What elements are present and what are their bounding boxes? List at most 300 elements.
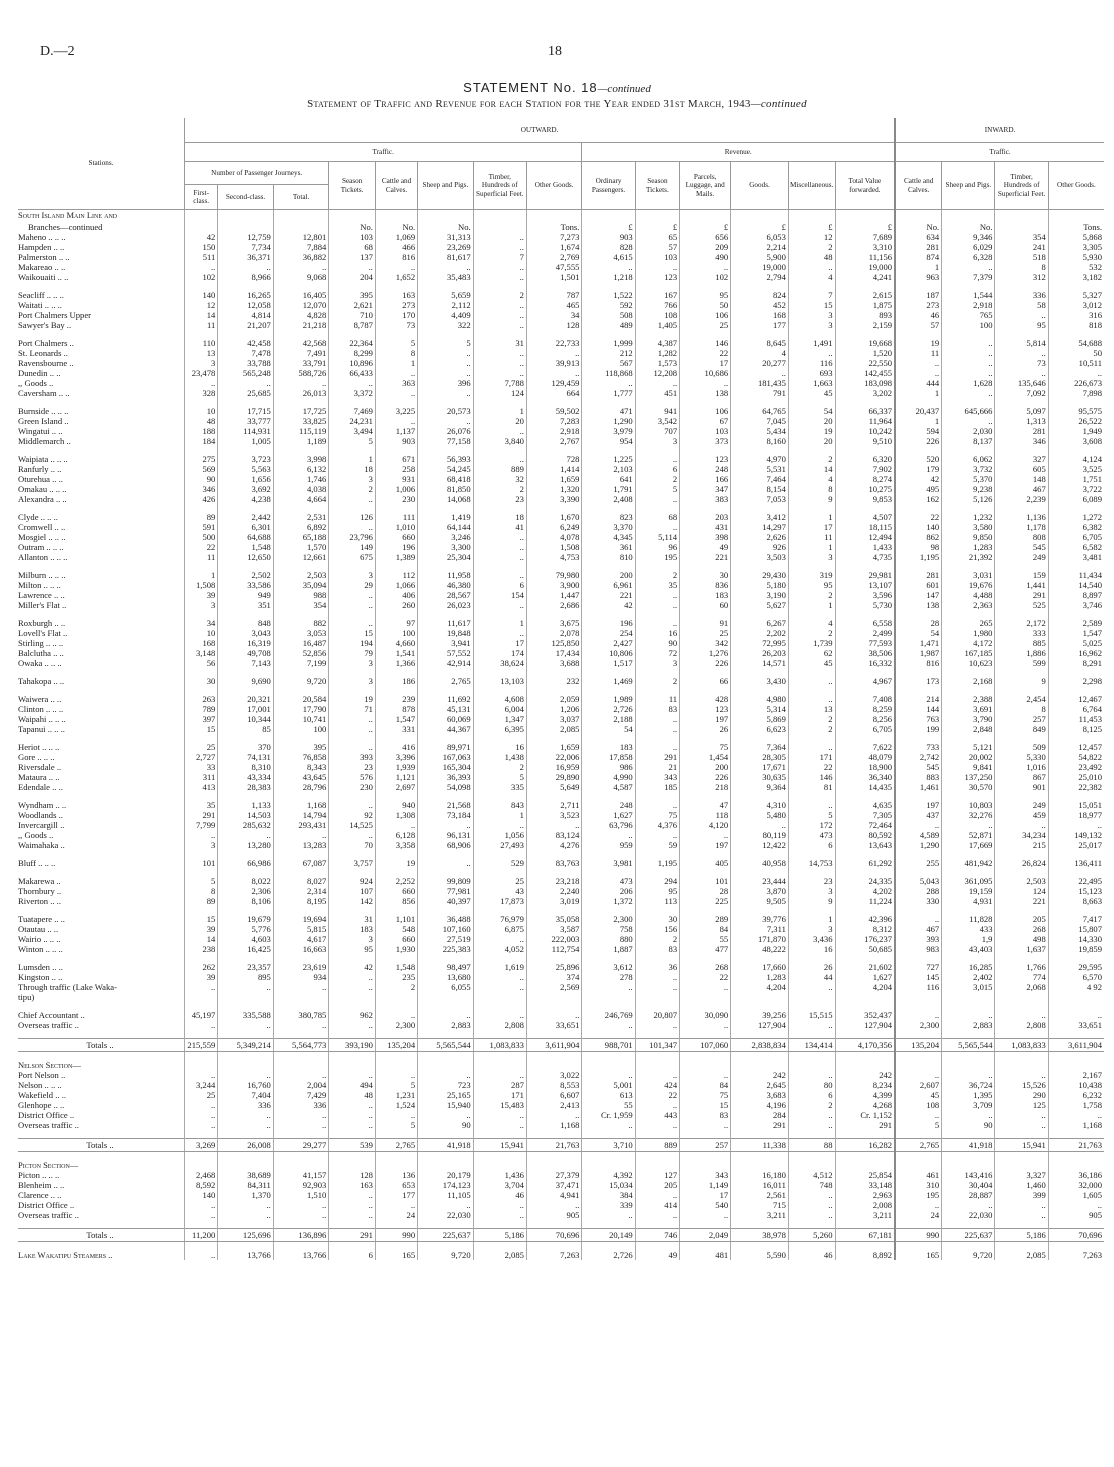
value-cell: 275 — [185, 454, 218, 464]
value-cell: 81,617 — [418, 252, 474, 262]
value-cell — [995, 1160, 1048, 1170]
value-cell: 2,168 — [942, 676, 995, 686]
value-cell: 5,434 — [731, 426, 789, 436]
value-cell: .. — [185, 262, 218, 272]
value-cell: 1,290 — [582, 416, 635, 426]
value-cell — [473, 954, 526, 962]
value-cell: 55 — [680, 934, 731, 944]
value-cell: 135,204 — [375, 1039, 417, 1052]
value-cell: 2,363 — [942, 600, 995, 610]
value-cell — [835, 1130, 895, 1139]
value-cell: 836 — [680, 580, 731, 590]
station-cell — [18, 868, 185, 876]
value-cell: 3,611,904 — [526, 1039, 582, 1052]
value-cell — [185, 954, 218, 962]
value-cell: 2,085 — [473, 1250, 526, 1260]
value-cell: 58 — [995, 300, 1048, 310]
value-cell: .. — [473, 972, 526, 982]
value-cell: .. — [418, 358, 474, 368]
value-cell — [635, 792, 679, 800]
value-cell: .. — [788, 982, 835, 992]
value-cell: 525 — [995, 600, 1048, 610]
value-cell: 291 — [731, 1120, 789, 1130]
value-cell: 41,157 — [273, 1170, 329, 1180]
value-cell — [731, 1130, 789, 1139]
value-cell: .. — [329, 522, 376, 532]
value-cell — [329, 868, 376, 876]
value-cell: 16,282 — [835, 1139, 895, 1152]
value-cell — [273, 792, 329, 800]
value-cell — [582, 1060, 635, 1070]
value-cell: 1 — [473, 810, 526, 820]
value-cell — [218, 330, 274, 338]
value-cell: 885 — [995, 638, 1048, 648]
value-cell: 5,186 — [995, 1229, 1048, 1242]
value-cell: 1 — [788, 600, 835, 610]
station-cell: Caversham .. .. — [18, 388, 70, 398]
value-cell — [526, 992, 582, 1002]
value-cell: 1,454 — [680, 752, 731, 762]
value-cell: 808 — [995, 532, 1048, 542]
station-cell — [18, 504, 185, 512]
value-cell: 83 — [680, 1110, 731, 1120]
value-cell: 88 — [788, 1139, 835, 1152]
value-cell — [273, 562, 329, 570]
value-cell: 1,121 — [375, 772, 417, 782]
value-cell — [185, 398, 218, 406]
value-cell: 1,777 — [582, 388, 635, 398]
value-cell: 7,898 — [1048, 388, 1104, 398]
station-cell: Tahakopa .. .. — [18, 676, 65, 686]
value-cell: 656 — [680, 232, 731, 242]
station-cell: Allanton .. .. .. — [18, 552, 68, 562]
station-cell — [18, 734, 185, 742]
value-cell: 878 — [375, 704, 417, 714]
value-cell — [375, 1030, 417, 1039]
table-row — [18, 876, 1104, 886]
value-cell: 2,454 — [995, 694, 1048, 704]
value-cell — [895, 1130, 942, 1139]
value-cell — [895, 610, 942, 618]
value-cell: 30,090 — [680, 1010, 731, 1020]
value-cell — [375, 792, 417, 800]
value-cell — [329, 1130, 376, 1139]
value-cell — [473, 1002, 526, 1010]
value-cell: 4,664 — [273, 494, 329, 504]
value-cell — [329, 610, 376, 618]
value-cell: 5 — [895, 1120, 942, 1130]
value-cell: 5,126 — [942, 494, 995, 504]
station-cell: Wingatui .. .. — [18, 426, 63, 436]
value-cell: .. — [995, 820, 1048, 830]
value-cell: 43,334 — [218, 772, 274, 782]
value-cell: 1,987 — [895, 648, 942, 658]
value-cell: 36,724 — [942, 1080, 995, 1090]
value-cell: 2,726 — [582, 704, 635, 714]
value-cell: 5,327 — [1048, 290, 1104, 300]
value-cell: .. — [473, 272, 526, 282]
value-cell: 1,282 — [635, 348, 679, 358]
value-cell — [835, 954, 895, 962]
value-cell: 28 — [680, 886, 731, 896]
value-cell — [680, 446, 731, 454]
value-cell — [835, 1220, 895, 1229]
value-cell: .. — [218, 1210, 274, 1220]
value-cell: 545 — [895, 762, 942, 772]
value-cell — [1048, 954, 1104, 962]
value-cell — [835, 1002, 895, 1010]
value-cell: 165,304 — [418, 762, 474, 772]
value-cell: .. — [473, 426, 526, 436]
value-cell — [731, 1160, 789, 1170]
value-cell: 509 — [995, 742, 1048, 752]
value-cell: 163 — [329, 1180, 376, 1190]
value-cell: 95 — [635, 886, 679, 896]
value-cell: 168 — [185, 638, 218, 648]
value-cell: 215 — [995, 840, 1048, 850]
value-cell: .. — [473, 368, 526, 378]
value-cell: 424 — [635, 1080, 679, 1090]
value-cell: 2,300 — [582, 914, 635, 924]
table-row — [18, 494, 1104, 504]
value-cell: 13,283 — [273, 840, 329, 850]
value-cell: 4,828 — [273, 310, 329, 320]
value-cell: 285,632 — [218, 820, 274, 830]
value-cell: 145 — [895, 972, 942, 982]
value-cell: 3,053 — [273, 628, 329, 638]
value-cell: 6,128 — [375, 830, 417, 840]
value-cell: 18,977 — [1048, 810, 1104, 820]
table-row — [18, 552, 1104, 562]
value-cell: 13,107 — [835, 580, 895, 590]
value-cell — [635, 1130, 679, 1139]
value-cell: 19 — [788, 426, 835, 436]
value-cell: 4,392 — [582, 1170, 635, 1180]
value-cell: 867 — [995, 772, 1048, 782]
value-cell — [788, 954, 835, 962]
value-cell: .. — [329, 972, 376, 982]
value-cell: .. — [329, 600, 376, 610]
value-cell — [329, 1152, 376, 1161]
value-cell: 339 — [582, 1200, 635, 1210]
value-cell: 123 — [680, 704, 731, 714]
value-cell: .. — [473, 820, 526, 830]
value-cell: 72,995 — [731, 638, 789, 648]
value-cell: .. — [329, 590, 376, 600]
value-cell: 748 — [788, 1180, 835, 1190]
value-cell: 12,661 — [273, 552, 329, 562]
value-cell — [680, 398, 731, 406]
value-cell: 1,746 — [273, 474, 329, 484]
value-cell — [835, 1160, 895, 1170]
value-cell: 1,136 — [995, 512, 1048, 522]
value-cell: 55 — [582, 1100, 635, 1110]
value-cell: 273 — [375, 300, 417, 310]
value-cell — [731, 668, 789, 676]
value-cell — [942, 1160, 995, 1170]
value-cell: 1,875 — [835, 300, 895, 310]
value-cell: 1,939 — [375, 762, 417, 772]
value-cell — [788, 1060, 835, 1070]
table-row — [18, 1242, 1104, 1251]
value-cell: 823 — [582, 512, 635, 522]
value-cell: 77,158 — [418, 436, 474, 446]
value-cell: 330 — [895, 896, 942, 906]
value-cell — [731, 954, 789, 962]
value-cell: 416 — [375, 742, 417, 752]
value-cell: 20,179 — [418, 1170, 474, 1180]
value-cell: .. — [1048, 1010, 1104, 1020]
value-cell: 25,165 — [418, 1090, 474, 1100]
value-cell: 905 — [1048, 1210, 1104, 1220]
value-cell: .. — [942, 338, 995, 348]
value-cell: 8,343 — [273, 762, 329, 772]
value-cell: 789 — [185, 704, 218, 714]
other-goods-header: Other Goods. — [526, 162, 582, 210]
value-cell: 194 — [329, 638, 376, 648]
value-cell — [942, 1002, 995, 1010]
value-cell: .. — [185, 1110, 218, 1120]
value-cell: 23,796 — [329, 532, 376, 542]
value-cell: 3,710 — [582, 1139, 635, 1152]
value-cell: 1,347 — [473, 714, 526, 724]
value-cell: 199 — [895, 724, 942, 734]
value-cell: 25,304 — [418, 552, 474, 562]
value-cell: .. — [375, 1010, 417, 1020]
value-cell — [582, 1002, 635, 1010]
value-cell: 1,471 — [895, 638, 942, 648]
value-cell — [375, 906, 417, 914]
value-cell — [680, 792, 731, 800]
value-cell — [473, 1242, 526, 1251]
table-row — [18, 562, 1104, 570]
value-cell — [835, 562, 895, 570]
value-cell: 177 — [375, 1190, 417, 1200]
station-cell: Edendale .. .. — [18, 782, 63, 792]
value-cell: 6,892 — [273, 522, 329, 532]
value-cell: .. — [473, 934, 526, 944]
sheep-header: Sheep and Pigs. — [418, 162, 474, 210]
value-cell: 4,170,356 — [835, 1039, 895, 1052]
cattle-header: Cattle and Calves. — [375, 162, 417, 210]
value-cell: .. — [680, 1020, 731, 1030]
value-cell: 3 — [329, 676, 376, 686]
value-cell: 1,573 — [635, 358, 679, 368]
value-cell: 2,202 — [731, 628, 789, 638]
value-cell: .. — [273, 1110, 329, 1120]
station-cell: Overseas traffic .. — [18, 1120, 79, 1130]
table-row — [18, 406, 1104, 416]
value-cell: 874 — [895, 252, 942, 262]
value-cell: 61,292 — [835, 858, 895, 868]
station-cell: Lake Wakatipu Steamers .. — [18, 1250, 113, 1260]
value-cell: 11 — [788, 532, 835, 542]
value-cell: 98,497 — [418, 962, 474, 972]
value-cell: 146 — [680, 338, 731, 348]
value-cell: 1,414 — [526, 464, 582, 474]
value-cell — [680, 1160, 731, 1170]
value-cell — [582, 210, 635, 221]
value-cell: 901 — [995, 782, 1048, 792]
value-cell: .. — [680, 1120, 731, 1130]
value-cell: .. — [473, 242, 526, 252]
value-cell: 16,425 — [218, 944, 274, 954]
value-cell — [1048, 330, 1104, 338]
value-cell — [895, 210, 942, 221]
value-cell: 41,918 — [942, 1139, 995, 1152]
value-cell: 13,680 — [418, 972, 474, 982]
value-cell: 6,570 — [1048, 972, 1104, 982]
value-cell: 18,115 — [835, 522, 895, 532]
value-cell: .. — [788, 1070, 835, 1080]
value-cell — [218, 1060, 274, 1070]
value-cell: .. — [273, 1200, 329, 1210]
value-cell: 1,663 — [788, 378, 835, 388]
value-cell: 1,101 — [375, 914, 417, 924]
inward-header: INWARD. — [895, 118, 1104, 143]
value-cell: 1,372 — [582, 896, 635, 906]
value-cell: 36,340 — [835, 772, 895, 782]
value-cell — [835, 330, 895, 338]
value-cell: 18 — [329, 464, 376, 474]
value-cell: 5,730 — [835, 600, 895, 610]
value-cell: 38,624 — [473, 658, 526, 668]
value-cell: 33,651 — [526, 1020, 582, 1030]
value-cell: 1,656 — [218, 474, 274, 484]
station-cell: Bluff .. .. .. — [18, 858, 56, 868]
value-cell: 114,931 — [218, 426, 274, 436]
value-cell: 351 — [218, 600, 274, 610]
value-cell: .. — [329, 618, 376, 628]
value-cell: 15,940 — [418, 1100, 474, 1110]
value-cell: 889 — [473, 464, 526, 474]
value-cell — [1048, 562, 1104, 570]
value-cell: 443 — [635, 1110, 679, 1120]
value-cell — [526, 1242, 582, 1251]
value-cell: 263 — [185, 694, 218, 704]
value-cell: 723 — [418, 1080, 474, 1090]
table-row — [18, 704, 1104, 714]
value-cell — [995, 954, 1048, 962]
value-cell: 6,328 — [942, 252, 995, 262]
value-cell — [1048, 210, 1104, 221]
value-cell: 124 — [995, 886, 1048, 896]
value-cell: 226 — [680, 658, 731, 668]
value-cell: 13,643 — [835, 840, 895, 850]
value-cell: 17 — [473, 638, 526, 648]
value-cell: .. — [635, 972, 679, 982]
station-cell: Clarence .. .. — [18, 1190, 62, 1200]
station-cell: Invercargill .. — [18, 820, 65, 830]
value-cell: 565,248 — [218, 368, 274, 378]
value-cell: 335 — [473, 782, 526, 792]
value-cell: 258 — [375, 464, 417, 474]
value-cell: 168 — [731, 310, 789, 320]
value-cell: 74,131 — [218, 752, 274, 762]
value-cell: 4,980 — [731, 694, 789, 704]
station-cell: Glenhope .. .. — [18, 1100, 65, 1110]
value-cell: 3,503 — [731, 552, 789, 562]
value-cell — [185, 1220, 218, 1229]
value-cell: 103 — [680, 426, 731, 436]
value-cell: 477 — [680, 944, 731, 954]
value-cell: 361,095 — [942, 876, 995, 886]
value-cell: 103 — [635, 252, 679, 262]
value-cell: .. — [473, 628, 526, 638]
table-row — [18, 1090, 1104, 1100]
value-cell: 226 — [895, 436, 942, 446]
value-cell: 66,433 — [329, 368, 376, 378]
value-cell — [418, 398, 474, 406]
value-cell: 30,404 — [942, 1180, 995, 1190]
value-cell: 728 — [526, 454, 582, 464]
value-cell: 102 — [680, 272, 731, 282]
value-cell: 4,753 — [526, 552, 582, 562]
value-cell: 6,320 — [835, 454, 895, 464]
value-cell: 664 — [526, 388, 582, 398]
value-cell: 72 — [635, 648, 679, 658]
value-cell: 361 — [582, 542, 635, 552]
value-cell — [185, 1052, 218, 1061]
value-cell: 6,053 — [731, 232, 789, 242]
value-cell: 123 — [635, 272, 679, 282]
value-cell: 129,459 — [526, 378, 582, 388]
value-cell: 6,382 — [1048, 522, 1104, 532]
value-cell — [375, 1052, 417, 1061]
value-cell: 1,447 — [526, 590, 582, 600]
value-cell: 2,918 — [526, 426, 582, 436]
value-cell — [995, 1002, 1048, 1010]
value-cell — [731, 446, 789, 454]
value-cell: .. — [942, 1010, 995, 1020]
value-cell: 4,196 — [731, 1100, 789, 1110]
value-cell — [375, 850, 417, 858]
value-cell: 188 — [185, 426, 218, 436]
table-row — [18, 570, 1104, 580]
table-row — [18, 638, 1104, 648]
value-cell: 254 — [582, 628, 635, 638]
value-cell: 466 — [375, 242, 417, 252]
value-cell: 10,344 — [218, 714, 274, 724]
value-cell: 3,182 — [1048, 272, 1104, 282]
goods-revenue-header: Goods. — [731, 162, 789, 210]
value-cell — [473, 1160, 526, 1170]
value-cell: 5 — [375, 1080, 417, 1090]
value-cell: 17 — [680, 1190, 731, 1200]
value-cell: 154 — [473, 590, 526, 600]
value-cell: 645,666 — [942, 406, 995, 416]
value-cell: 38,978 — [731, 1229, 789, 1242]
value-cell: 162 — [895, 494, 942, 504]
value-cell — [329, 446, 376, 454]
value-cell: 9,853 — [835, 494, 895, 504]
value-cell — [895, 446, 942, 454]
value-cell — [788, 1152, 835, 1161]
value-cell: 11,453 — [1048, 714, 1104, 724]
value-cell: 11,224 — [835, 896, 895, 906]
station-cell — [18, 1220, 185, 1229]
value-cell: .. — [329, 378, 376, 388]
value-cell: 8,274 — [835, 474, 895, 484]
value-cell: 13 — [185, 348, 218, 358]
value-cell — [731, 992, 789, 1002]
value-cell: 7,263 — [526, 1250, 582, 1260]
value-cell: 567 — [582, 358, 635, 368]
value-cell: 197 — [680, 840, 731, 850]
value-cell — [1048, 504, 1104, 512]
value-cell: 165 — [375, 1250, 417, 1260]
value-cell: 6 — [473, 580, 526, 590]
